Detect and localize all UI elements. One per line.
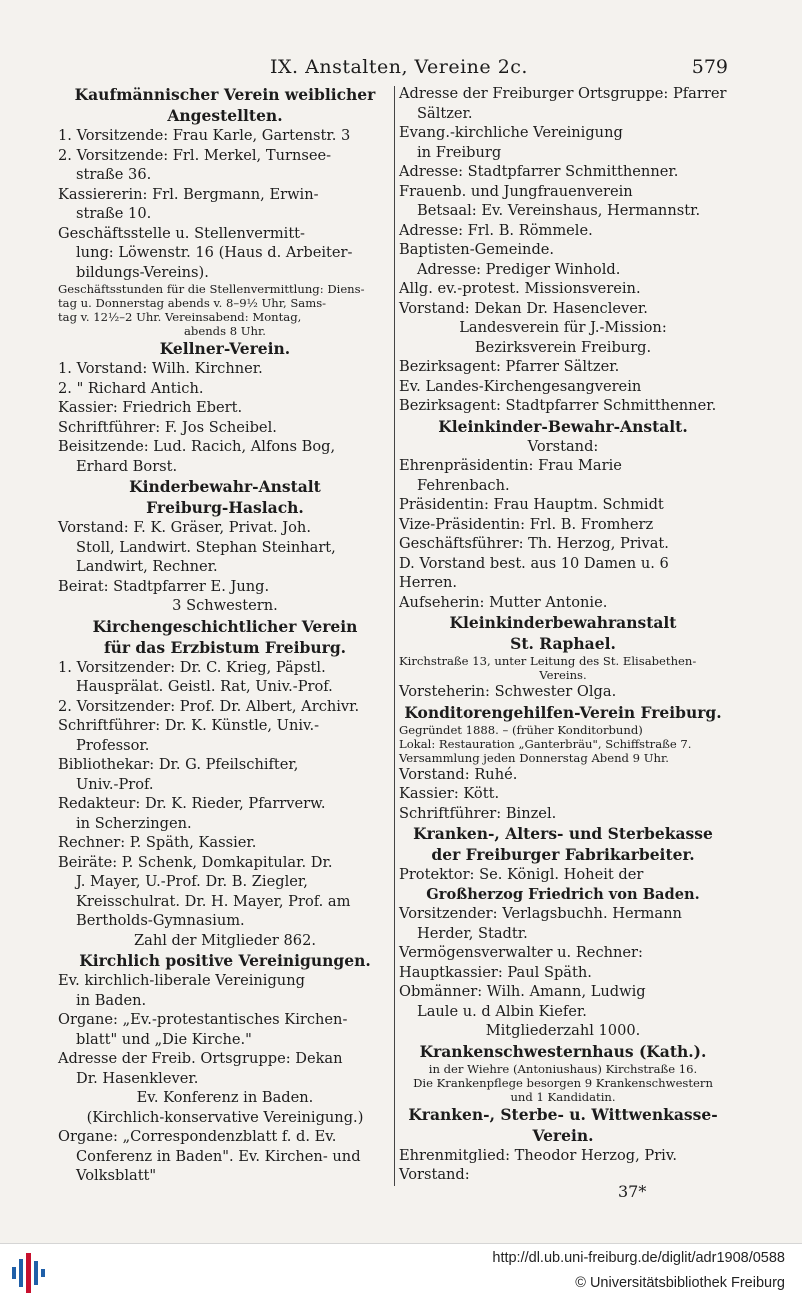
- text-line: Baptisten-Gemeinde.: [399, 241, 555, 258]
- text-line: Ev. kirchlich-liberale Vereinigung: [58, 972, 305, 989]
- centered-line: 3 Schwestern.: [172, 597, 278, 614]
- centered-line: Bezirksverein Freiburg.: [474, 338, 652, 356]
- text-line: Bezirksagent: Stadtpfarrer Schmitthenner.: [399, 397, 717, 414]
- centered-line: Mitgliederzahl 1000.: [485, 1022, 641, 1039]
- centered-line: Zahl der Mitglieder 862.: [133, 931, 317, 949]
- continuation-line: lung: Löwenstr. 16 (Haus d. Arbeiter-: [76, 244, 353, 261]
- centered-line: Vorstand:: [527, 437, 599, 455]
- text-line: Aufseherin: Mutter Antonie.: [399, 593, 608, 611]
- text-line: Vorsteherin: Schwester Olga.: [399, 683, 617, 700]
- small-print-line: Die Krankenpflege besorgen 9 Krankenschwestern: [413, 1075, 713, 1090]
- continuation-line: Adresse: Prediger Winhold.: [417, 260, 621, 278]
- centered-line: (Kirchlich-konservative Vereinigung.): [86, 1108, 364, 1126]
- section-heading: Kellner-Verein.: [159, 339, 291, 358]
- continuation-line: bildungs-Vereins).: [76, 263, 209, 281]
- small-print-line: Kirchstraße 13, unter Leitung des St. Elisabethen-: [399, 654, 697, 668]
- text-line: Bezirksagent: Pfarrer Sältzer.: [399, 358, 620, 375]
- text-line: Hauptkassier: Paul Späth.: [399, 963, 592, 981]
- text-line: Redakteur: Dr. K. Rieder, Pfarrverw.: [58, 795, 326, 812]
- small-print-line: abends 8 Uhr.: [184, 324, 266, 338]
- small-print-line: tag u. Donnerstag abends v. 8–9½ Uhr, Sams-: [58, 296, 327, 310]
- continuation-line: Betsaal: Ev. Vereinshaus, Hermannstr.: [417, 202, 701, 219]
- continuation-line: J. Mayer, U.-Prof. Dr. B. Ziegler,: [76, 873, 308, 890]
- section-heading: Verein.: [532, 1125, 594, 1145]
- continuation-line: Volksblatt": [76, 1167, 157, 1184]
- continuation-line: Erhard Borst.: [76, 457, 178, 475]
- continuation-line: Stoll, Landwirt. Stephan Steinhart,: [76, 538, 336, 556]
- running-title: IX. Anstalten, Vereine 2c.: [270, 56, 528, 78]
- text-line: Adresse: Stadtpfarrer Schmitthenner.: [399, 163, 679, 180]
- text-line: Vorstand: Dekan Dr. Hasenclever.: [399, 299, 648, 317]
- section-heading: der Freiburger Fabrikarbeiter.: [431, 845, 695, 864]
- continuation-line: Landwirt, Rechner.: [76, 558, 218, 575]
- text-line: Vorstand: Ruhé.: [399, 765, 518, 783]
- continuation-line: Kreisschulrat. Dr. H. Mayer, Prof. am: [76, 892, 351, 910]
- section-heading: für das Erzbistum Freiburg.: [103, 637, 347, 657]
- text-line: Ehrenmitglied: Theodor Herzog, Priv.: [399, 1146, 677, 1164]
- text-line: Vize-Präsidentin: Frl. B. Fromherz: [399, 515, 654, 533]
- text-line: 2. Vorsitzender: Prof. Dr. Albert, Archivr.: [58, 697, 360, 715]
- viewer-footer: [0, 1243, 802, 1302]
- page-header: [0, 50, 802, 80]
- continuation-line: Fehrenbach.: [417, 476, 510, 494]
- continuation-line: Laule u. d Albin Kiefer.: [417, 1002, 587, 1020]
- text-line: Ehrenpräsidentin: Frau Marie: [399, 457, 622, 474]
- text-line: Geschäftsstelle u. Stellenvermitt-: [58, 224, 305, 242]
- text-line: Beirat: Stadtpfarrer E. Jung.: [58, 577, 270, 595]
- small-print-line: Vereins.: [539, 668, 587, 682]
- text-line: Vermögensverwalter u. Rechner:: [399, 944, 643, 961]
- text-line: Bibliothekar: Dr. G. Pfeilschifter,: [58, 756, 299, 773]
- small-print-line: Lokal: Restauration „Ganterbräu", Schiffstraße 7.: [399, 736, 692, 751]
- continuation-line: straße 36.: [76, 166, 152, 183]
- small-print-line: Gegründet 1888. – (früher Konditorbund): [399, 722, 643, 737]
- text-line: 2. " Richard Antich.: [58, 379, 204, 397]
- text-line: Vorsitzender: Verlagsbuchh. Hermann: [399, 905, 682, 922]
- continuation-line: Hausprälat. Geistl. Rat, Univ.-Prof.: [76, 678, 333, 695]
- continuation-line: Sältzer.: [417, 104, 473, 122]
- right-column: [399, 84, 727, 1185]
- text-line: Adresse: Frl. B. Römmele.: [399, 221, 593, 239]
- text-line: Rechner: P. Späth, Kassier.: [58, 834, 257, 851]
- section-heading: Kleinkinderbewahranstalt: [449, 613, 677, 632]
- small-print-line: und 1 Kandidatin.: [510, 1089, 616, 1104]
- section-heading: Kaufmännischer Verein weiblicher: [74, 85, 376, 104]
- continuation-line: Dr. Hasenklever.: [76, 1069, 199, 1087]
- centered-line: Landesverein für J.-Mission:: [459, 319, 667, 336]
- small-print-line: in der Wiehre (Antoniushaus) Kirchstraße 16.: [428, 1061, 698, 1076]
- text-line: Schriftführer: Binzel.: [399, 804, 557, 822]
- text-line: Obmänner: Wilh. Amann, Ludwig: [399, 983, 646, 1000]
- continuation-line: Bertholds-Gymnasium.: [76, 912, 245, 929]
- text-line: Adresse der Freiburger Ortsgruppe: Pfarrer: [399, 85, 727, 102]
- section-heading: Angestellten.: [167, 106, 283, 125]
- continuation-line: Herder, Stadtr.: [417, 924, 528, 942]
- library-logo-icon: [12, 1253, 46, 1293]
- text-line: Beisitzende: Lud. Racich, Alfons Bog,: [58, 438, 336, 455]
- text-line: Beiräte: P. Schenk, Domkapitular. Dr.: [58, 853, 333, 871]
- text-line: Ev. Landes-Kirchengesangverein: [399, 377, 642, 395]
- text-line: Vorstand:: [399, 1166, 470, 1183]
- section-heading: St. Raphael.: [510, 634, 616, 653]
- column-divider: [394, 86, 395, 1186]
- text-line: 2. Vorsitzende: Frl. Merkel, Turnsee-: [58, 146, 332, 164]
- text-line: 1. Vorsitzender: Dr. C. Krieg, Päpstl.: [58, 658, 326, 676]
- text-line: Schriftführer: Dr. K. Künstle, Univ.-: [58, 717, 320, 734]
- permalink-url[interactable]: http://dl.ub.uni-freiburg.de/diglit/adr1908/0588: [492, 1250, 785, 1266]
- section-heading: Kirchengeschichtlicher Verein: [92, 616, 358, 636]
- continuation-line: Univ.-Prof.: [76, 775, 154, 793]
- text-line: Allg. ev.-protest. Missionsverein.: [399, 280, 641, 297]
- continuation-line: Professor.: [76, 736, 150, 754]
- small-print-line: Geschäftsstunden für die Stellenvermittlung: Diens-: [58, 282, 365, 296]
- continuation-line: in Freiburg: [417, 143, 502, 161]
- text-line: 1. Vorsitzende: Frau Karle, Gartenstr. 3: [58, 127, 351, 144]
- text-line: Adresse der Freib. Ortsgruppe: Dekan: [58, 1050, 343, 1067]
- text-line: Evang.-kirchliche Vereinigung: [399, 124, 623, 141]
- section-heading: Kranken-, Alters- und Sterbekasse: [413, 824, 713, 843]
- text-line: Kassiererin: Frl. Bergmann, Erwin-: [58, 185, 319, 203]
- text-line: Organe: „Ev.-protestantisches Kirchen-: [58, 1011, 348, 1028]
- section-heading: Kirchlich positive Vereinigungen.: [79, 951, 371, 970]
- text-line: Organe: „Correspondenzblatt f. d. Ev.: [58, 1128, 337, 1145]
- continuation-line: in Scherzingen.: [76, 814, 192, 832]
- small-print-line: tag v. 12½–2 Uhr. Vereinsabend: Montag,: [58, 310, 302, 324]
- text-line: D. Vorstand best. aus 10 Damen u. 6 Herren.: [399, 554, 669, 591]
- centered-line: Ev. Konferenz in Baden.: [136, 1089, 314, 1106]
- page-number: 579: [691, 56, 728, 78]
- copyright-notice: © Universitätsbibliothek Freiburg: [575, 1275, 785, 1291]
- section-heading: Kranken-, Sterbe- u. Wittwenkasse-: [408, 1104, 718, 1124]
- text-line: Schriftführer: F. Jos Scheibel.: [58, 418, 277, 436]
- left-column: [58, 84, 392, 1186]
- emphasis-line: Großherzog Friedrich von Baden.: [426, 885, 700, 903]
- section-heading: Krankenschwesternhaus (Kath.).: [419, 1041, 707, 1061]
- text-line: Protektor: Se. Königl. Hoheit der: [399, 866, 644, 883]
- text-line: Geschäftsführer: Th. Herzog, Privat.: [399, 535, 669, 552]
- continuation-line: Conferenz in Baden". Ev. Kirchen- und: [76, 1147, 361, 1165]
- continuation-line: straße 10.: [76, 205, 152, 222]
- continuation-line: in Baden.: [76, 991, 147, 1009]
- section-heading: Kleinkinder-Bewahr-Anstalt.: [438, 416, 688, 436]
- section-heading: Konditorengehilfen-Verein Freiburg.: [404, 702, 722, 722]
- signature-mark: 37*: [618, 1182, 647, 1201]
- text-line: Kassier: Kött.: [399, 785, 500, 802]
- text-line: Kassier: Friedrich Ebert.: [58, 399, 243, 416]
- text-line: 1. Vorstand: Wilh. Kirchner.: [58, 360, 263, 377]
- small-print-line: Versammlung jeden Donnerstag Abend 9 Uhr.: [399, 750, 669, 765]
- section-heading: Freiburg-Haslach.: [146, 498, 304, 517]
- text-line: Präsidentin: Frau Hauptm. Schmidt: [399, 496, 664, 513]
- continuation-line: blatt" und „Die Kirche.": [76, 1030, 252, 1048]
- text-line: Vorstand: F. K. Gräser, Privat. Joh.: [58, 519, 311, 536]
- text-line: Frauenb. und Jungfrauenverein: [399, 182, 633, 200]
- section-heading: Kinderbewahr-Anstalt: [129, 477, 321, 496]
